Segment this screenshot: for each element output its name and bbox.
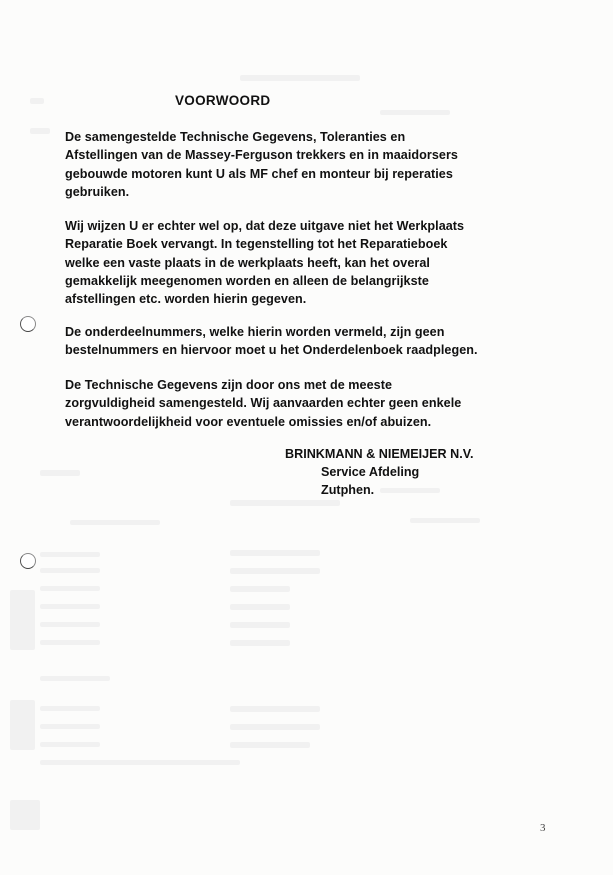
text-line: bestelnummers en hiervoor moet u het Onderdelenboek raadplegen. <box>65 343 478 358</box>
bleed-through-mark <box>380 110 450 115</box>
text-line: De Technische Gegevens zijn door ons met de meeste <box>65 378 393 392</box>
text-line: Reparatie Boek vervangt. In tegenstelling tot het Reparatieboek <box>65 237 448 252</box>
bleed-through-mark <box>410 518 480 523</box>
text-line: afstellingen etc. worden hierin gegeven. <box>65 292 307 307</box>
bleed-through-mark <box>30 98 44 104</box>
paragraph-part-numbers <box>65 323 535 360</box>
page-title: VOORWOORD <box>175 93 271 108</box>
bleed-through-mark <box>10 700 35 750</box>
bleed-through-mark <box>40 760 240 765</box>
text-line: gebruiken. <box>65 184 130 199</box>
text-line: zorgvuldigheid samengesteld. Wij aanvaarden echter geen enkele <box>65 396 462 411</box>
bleed-through-mark <box>10 800 40 830</box>
text-line: verantwoordelijkheid voor eventuele omissies en/of abuizen. <box>65 414 432 429</box>
text-line: gemakkelijk meegenomen worden en alleen de belangrijkste <box>65 273 429 288</box>
text-line: Afstellingen van de Massey-Ferguson trekkers en in maaidorsers <box>65 148 458 163</box>
bleed-through-mark <box>40 604 100 609</box>
bleed-through-mark <box>230 724 320 730</box>
text-line: De onderdeelnummers, welke hierin worden vermeld, zijn geen <box>65 325 445 339</box>
bleed-through-mark <box>70 520 160 525</box>
punch-hole-bottom <box>20 553 36 569</box>
text-line: De samengestelde Technische Gegevens, Toleranties en <box>65 130 406 144</box>
bleed-through-mark <box>230 568 320 574</box>
text-line: Wij wijzen U er echter wel op, dat deze uitgave niet het Werkplaats <box>65 219 465 233</box>
bleed-through-mark <box>40 676 110 681</box>
bleed-through-mark <box>40 706 100 711</box>
bleed-through-mark <box>40 568 100 573</box>
bleed-through-mark <box>40 622 100 627</box>
bleed-through-mark <box>230 706 320 712</box>
bleed-through-mark <box>230 550 320 556</box>
bleed-through-mark <box>230 742 310 748</box>
bleed-through-mark <box>30 128 50 134</box>
bleed-through-mark <box>230 586 290 592</box>
text-line: welke een vaste plaats in de werkplaats heeft, kan het overal <box>65 255 430 270</box>
bleed-through-mark <box>40 470 80 476</box>
paragraph-workshop-manual <box>65 217 535 308</box>
punch-hole-top <box>20 316 36 332</box>
bleed-through-mark <box>40 586 100 591</box>
paragraph-intro <box>65 128 535 201</box>
bleed-through-mark <box>230 640 290 646</box>
bleed-through-mark <box>230 622 290 628</box>
signature-city: Zutphen. <box>321 483 375 497</box>
signature-department: Service Afdeling <box>321 465 420 479</box>
bleed-through-mark <box>230 500 340 506</box>
bleed-through-mark <box>230 604 290 610</box>
bleed-through-mark <box>40 724 100 729</box>
bleed-through-mark <box>240 75 360 81</box>
signature-company: BRINKMANN & NIEMEIJER N.V. <box>285 447 474 461</box>
bleed-through-mark <box>10 590 35 650</box>
page-number: 3 <box>540 822 546 834</box>
bleed-through-mark <box>40 552 100 557</box>
bleed-through-mark <box>40 742 100 747</box>
bleed-through-mark <box>380 488 440 493</box>
paragraph-disclaimer <box>65 376 535 431</box>
text-line: gebouwde motoren kunt U als MF chef en monteur bij reperaties <box>65 166 453 181</box>
bleed-through-mark <box>40 640 100 645</box>
